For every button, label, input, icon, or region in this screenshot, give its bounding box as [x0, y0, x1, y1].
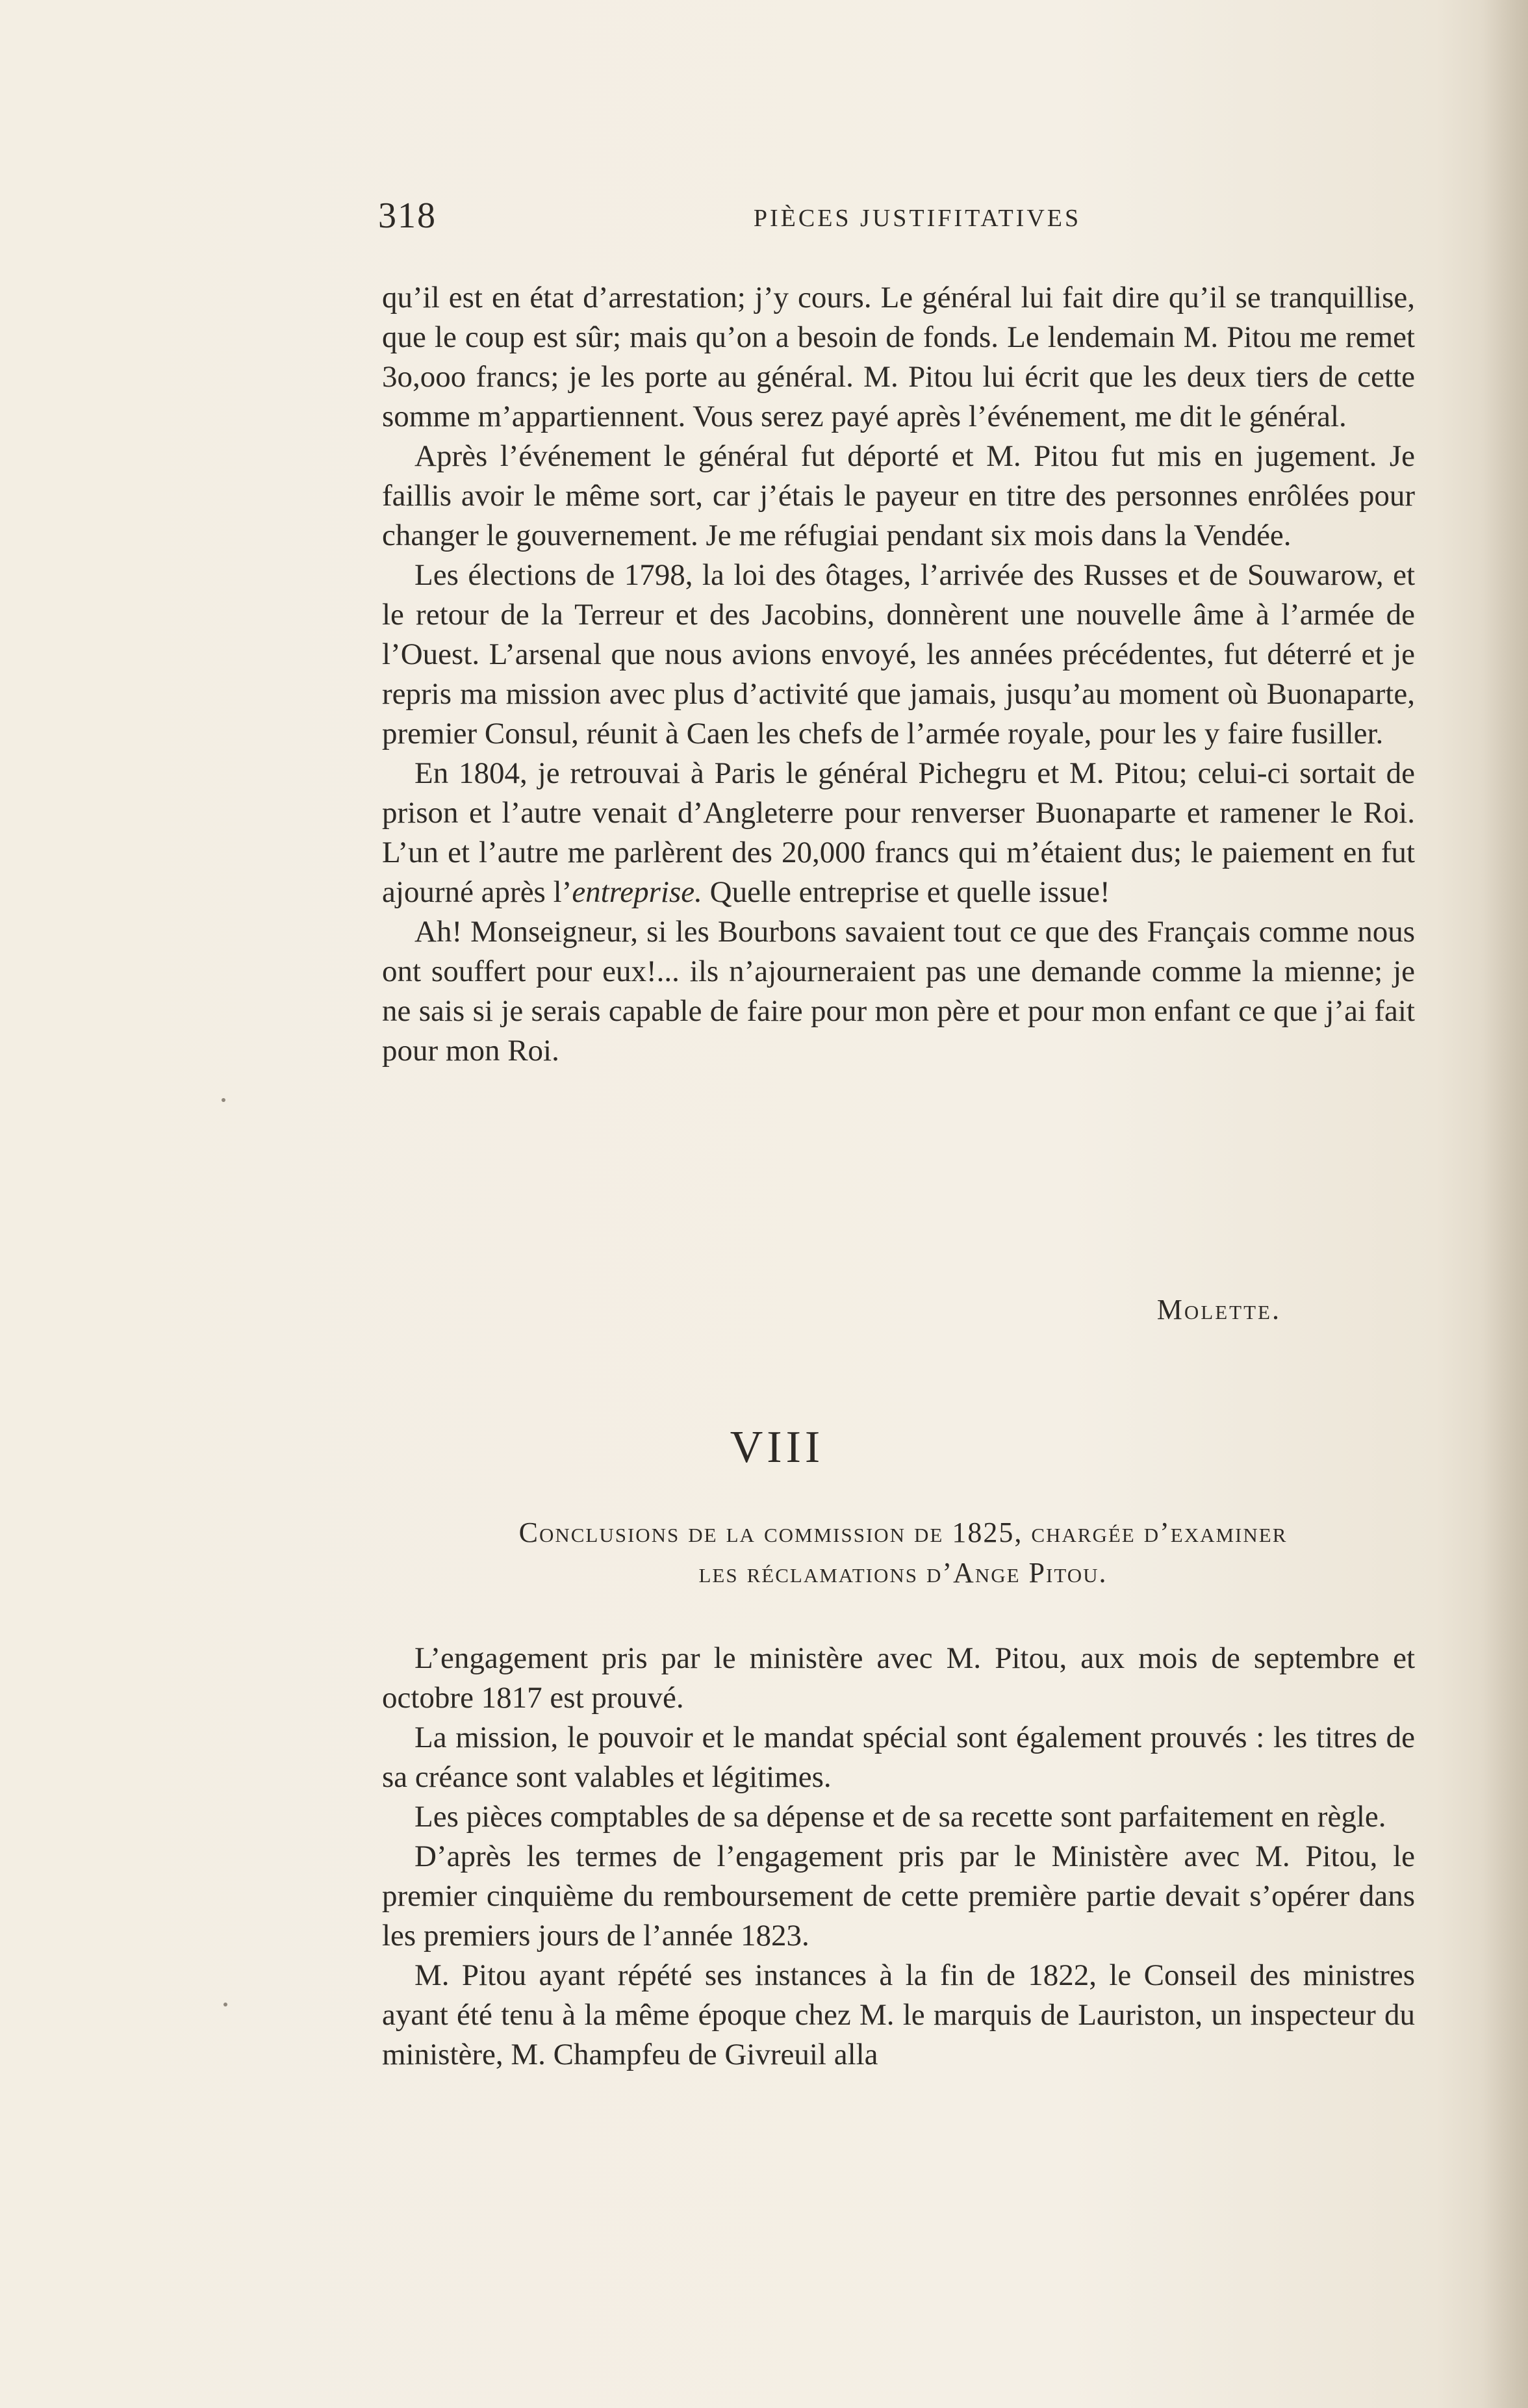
letter-text [382, 278, 1415, 1071]
paragraph: M. Pitou ayant répété ses instances à la fin de 1822, le Conseil des ministres ayant été tenu à la même époque chez M. le marquis de Lauriston, un inspecteur du ministère, M. Champfeu de Givreuil alla [382, 1958, 1415, 2071]
paragraph-text: En 1804, je retrouvai à Paris le général Pichegru et M. Pitou; celui-ci sortait de prison et l’autre venait d’Angleterre pour renverser Buonaparte et ramener le Roi. L’un et l’autre me parlèrent des 20,000 francs qui m’étaient dus; le paiement en fut ajourné après l’ [382, 756, 1415, 909]
signature: Molette. [1156, 1294, 1281, 1326]
italic-word: entreprise. [572, 875, 702, 909]
paragraph: La mission, le pouvoir et le mandat spécial sont également prouvés : les titres de sa créance sont valables et légitimes. [382, 1721, 1415, 1794]
section-title-line: les réclamations d’Ange Pitou. [698, 1557, 1108, 1589]
paragraph: D’après les termes de l’engagement pris par le Ministère avec M. Pitou, le premier cinquième du remboursement de cette première partie devait s’opérer dans les premiers jours de l’année 1823. [382, 1839, 1415, 1953]
paragraph: L’engagement pris par le ministère avec M. Pitou, aux mois de septembre et octobre 1817 est prouvé. [382, 1641, 1415, 1715]
section-title-line: Conclusions de la commission de 1825, chargée d’examiner [518, 1517, 1288, 1548]
conclusions-text [382, 1639, 1415, 2075]
paragraph: Les élections de 1798, la loi des ôtages, l’arrivée des Russes et de Souwarow, et le retour de la Terreur et des Jacobins, donnèrent une nouvelle âme à l’armée de l’Ouest. L’arsenal que nous avions envoyé, les années précédentes, fut déterré et je repris ma mission avec plus d’activité que jamais, jusqu’au moment où Buonaparte, premier Consul, réunit à Caen les chefs de l’armée royale, pour les y faire fusiller. [382, 558, 1415, 750]
paragraph: qu’il est en état d’arrestation; j’y cours. Le général lui fait dire qu’il se tranquillise, que le coup est sûr; mais qu’on a besoin de fonds. Le lendemain M. Pitou me remet 3o,ooo francs; je les porte au général. M. Pitou lui écrit que les deux tiers de cette somme m’appartiennent. Vous serez payé après l’événement, me dit le général. [382, 281, 1415, 433]
section-title [429, 1513, 1377, 1593]
paper-speck [223, 2003, 227, 2006]
page-number: 318 [378, 196, 437, 236]
paragraph-text: Quelle entreprise et quelle issue! [702, 875, 1110, 909]
section-number: VIII [730, 1422, 824, 1472]
paragraph: Ah! Monseigneur, si les Bourbons savaient tout ce que des Français comme nous ont souffert pour eux!... ils n’ajourneraient pas une demande comme la mienne; je ne sais si je serais capable de faire pour mon père et pour mon enfant ce que j’ai fait pour mon Roi. [382, 915, 1415, 1068]
paragraph [382, 754, 1415, 912]
paper-speck [222, 1098, 225, 1102]
page-edge-shadow [1483, 0, 1528, 2408]
page-header [378, 195, 1431, 247]
paragraph: Les pièces comptables de sa dépense et de sa recette sont parfaitement en règle. [414, 1800, 1386, 1834]
running-head: PIÈCES JUSTIFITATIVES [753, 205, 1082, 232]
paragraph: Après l’événement le général fut déporté et M. Pitou fut mis en jugement. Je faillis avoir le même sort, car j’étais le payeur en titre des personnes enrôlées pour changer le gouvernement. Je me réfugiai pendant six mois dans la Vendée. [382, 439, 1415, 552]
